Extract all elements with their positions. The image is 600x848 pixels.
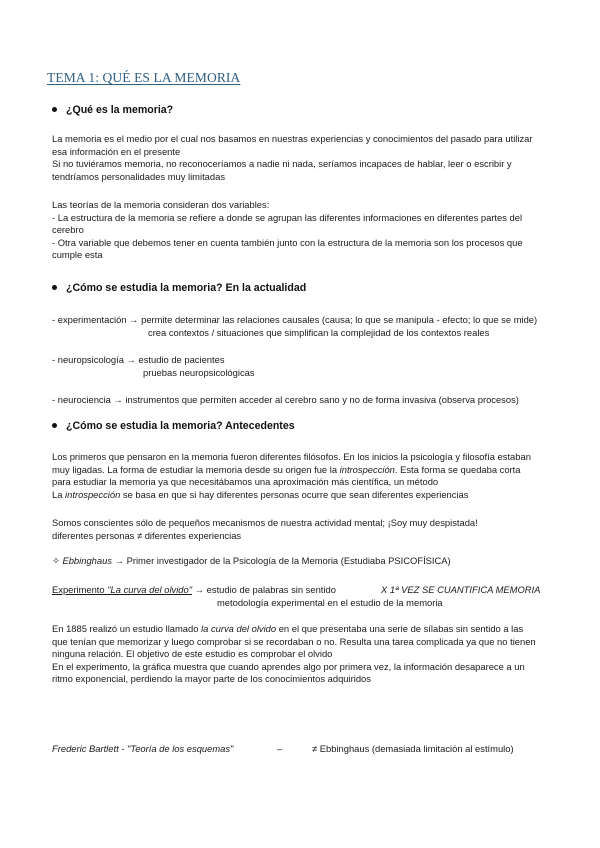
text-line: ninguna relación. El objetivo de este estudio es comprobar el olvido [52,648,333,660]
text-line: que tenían que memorizar y luego comprobar si se recordaban o no. Resulta una tarea complicada ya que no tienen [52,635,536,647]
neuropsychology-line-2: pruebas neuropsicológicas [143,367,255,378]
paragraph-variables [52,199,523,262]
bullet-icon [52,285,57,290]
text-line: - La estructura de la memoria se refiere a donde se agrupan las diferentes informaciones en diferentes partes del [52,211,523,223]
paragraph-awareness [52,517,478,542]
text-line: muy ligadas. La forma de estudiar la memoria desde su origen fue la introspección. Esta forma se quedaba corta [52,463,521,475]
experiment-line: Experimento "La curva del olvido" → estudio de palabras sin sentido [52,584,336,595]
page-title: TEMA 1: QUÉ ES LA MEMORIA [47,70,241,85]
text-line: para estudiar la memoria ya que necesitábamos una aproximación más científica, un método [52,476,439,488]
paragraph-philosophers [52,451,531,501]
italic-term: introspección [65,488,121,500]
experimentation-line-2: crea contextos / situaciones que simplifican la complejidad de los contextos reales [148,327,490,338]
text-line: Somos conscientes sólo de pequeños mecanismos de nuestra actividad mental; ¡Soy muy despistada! [52,517,478,528]
section-heading-current-study [52,282,306,295]
bullet-icon [52,423,57,428]
quantification-note: X 1ª VEZ SE CUANTIFICA MEMORIA [381,584,541,595]
bartlett-line: Frederic Bartlett - "Teoría de los esquemas" [52,743,234,754]
ebbinghaus-line: ✧ Ebbinghaus → Primer investigador de la Psicología de la Memoria (Estudiaba PSICOFÍSICA) [52,555,451,566]
dash: – [277,743,283,754]
text-line: Las teorías de la memoria consideran dos variables: [52,199,270,210]
text-line: ritmo exponencial, perdiendo la mayor parte de los conocimientos adquiridos [52,673,371,685]
text-line: - Otra variable que debemos tener en cuenta también junto con la estructura de la memoria son los procesos que [52,236,523,248]
text-line: La memoria es el medio por el cual nos basamos en nuestras experiencias y conocimientos del pasado para utilizar [52,133,533,144]
text-line: tendríamos personalidades muy limitadas [52,170,226,182]
italic-term: introspección [339,463,395,475]
paragraph-definition [52,133,532,183]
text-line: cumple esta [52,249,103,261]
experiment-title: Experimento "La curva del olvido" [52,584,193,595]
experiment-line-2: metodología experimental en el estudio de la memoria [217,597,443,608]
text-line: diferentes personas ≠ diferentes experiencias [52,529,242,541]
text-line: cerebro [52,224,84,236]
paragraph-1885-study [52,623,536,686]
bullet-icon [52,107,57,112]
section-heading-antecedents [52,420,295,433]
ebbinghaus-name: Ebbinghaus [62,555,112,566]
bartlett-contrast: ≠ Ebbinghaus (demasiada limitación al estímulo) [312,743,514,754]
heading-text: ¿Qué es la memoria? [66,104,174,116]
neuropsychology-line: - neuropsicología → estudio de pacientes [52,354,225,365]
section-heading-what-is-memory [52,104,173,117]
text-line: Si no tuviéramos memoria, no reconoceríamos a nadie ni nada, seríamos incapaces de hablar, leer o escribir y [52,158,512,170]
text-line: La introspección se basa en que si hay diferentes personas ocurre que sean diferentes experiencias [52,488,469,500]
italic-term: la curva del olvido [201,623,277,634]
text-line: En 1885 realizó un estudio llamado la curva del olvido en el que presentaba una serie de sílabas sin sentido a las [52,623,524,634]
sparkle-icon: ✧ [52,555,60,566]
experimentation-line: - experimentación → permite determinar las relaciones causales (causa; lo que se manipula - efecto; lo que se mide) [52,314,538,325]
heading-text: ¿Cómo se estudia la memoria? En la actualidad [66,282,307,294]
text-line: Los primeros que pensaron en la memoria fueron diferentes filósofos. En los inicios la psicología y filosofía estaban [52,451,531,462]
text-line: esa información en el presente [52,145,181,157]
neuroscience-line: - neurociencia → instrumentos que permiten acceder al cerebro sano y no de forma invasiva (observa procesos) [52,394,519,405]
text-line: En el experimento, la gráfica muestra que cuando aprendes algo por primera vez, la información desaparece a un [52,660,525,672]
heading-text: ¿Cómo se estudia la memoria? Antecedentes [66,420,295,432]
